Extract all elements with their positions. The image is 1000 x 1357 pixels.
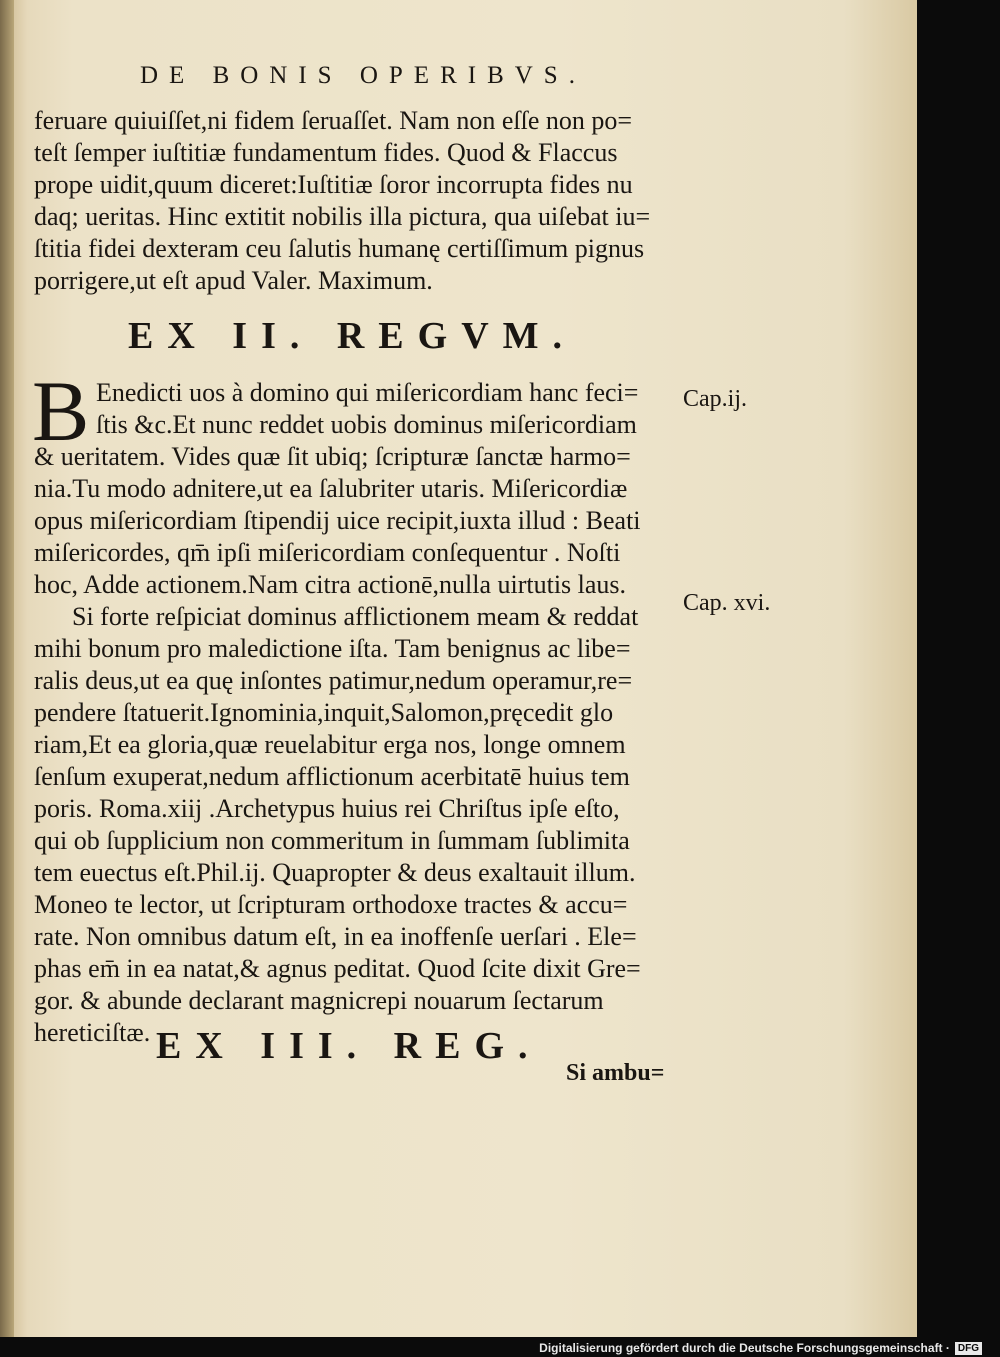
- text-line: qui ob ſupplicium non commeritum in ſummam ſublimita: [34, 826, 630, 855]
- text-line: ſenſum exuperat,nedum afflictionum acerbitatē huius tem: [34, 762, 630, 791]
- text-line: Moneo te lector, ut ſcripturam orthodoxe tractes & accu=: [34, 890, 628, 919]
- margin-note: Cap. xvi.: [683, 590, 771, 616]
- text-line: prope uidit,quum diceret:Iuſtitiæ ſoror incorrupta fides nu: [34, 170, 633, 199]
- margin-note: Cap.ij.: [683, 386, 747, 412]
- text-line: Enedicti uos à domino qui miſericordiam hanc feci=: [96, 378, 639, 407]
- text-line: pendere ſtatuerit.Ignominia,inquit,Salomon,pręcedit glo: [34, 698, 614, 727]
- section-heading: EX III. REG.: [156, 1025, 542, 1067]
- text-line: hoc, Adde actionem.Nam citra actionē,nulla uirtutis laus.: [34, 570, 627, 599]
- text-line: teſt ſemper iuſtitiæ fundamentum fides. Quod & Flaccus: [34, 138, 618, 167]
- text-line: tem euectus eſt.Phil.ij. Quapropter & deus exaltauit illum.: [34, 858, 636, 887]
- text-line: miſericordes, qm̄ ipſi miſericordiam conſequentur . Noſti: [34, 538, 621, 567]
- page-spine-shadow: [0, 0, 14, 1337]
- text-line: ſtis &c.Et nunc reddet uobis dominus miſericordiam: [96, 410, 637, 439]
- catchword: Si ambu=: [566, 1060, 665, 1086]
- text-line: poris. Roma.xiij .Archetypus huius rei Chriſtus ipſe eſto,: [34, 794, 620, 823]
- text-line: opus miſericordiam ſtipendij uice recipit,iuxta illud : Beati: [34, 506, 641, 535]
- credit-text: Digitalisierung gefördert durch die Deutsche Forschungsgemeinschaft ·: [539, 1341, 950, 1355]
- text-line: mihi bonum pro maledictione iſta. Tam benignus ac libe=: [34, 634, 631, 663]
- text-line: Si forte reſpiciat dominus afflictionem meam & reddat: [72, 602, 639, 631]
- digitization-credit: [539, 1341, 982, 1355]
- section-heading: EX II. REGVM.: [128, 315, 577, 357]
- text-line: riam,Et ea gloria,quæ reuelabitur erga nos, longe omnem: [34, 730, 626, 759]
- dfg-logo: DFG: [955, 1342, 982, 1355]
- text-line: daq; ueritas. Hinc extitit nobilis illa pictura, qua uiſebat iu=: [34, 202, 651, 231]
- text-line: porrigere,ut eſt apud Valer. Maximum.: [34, 266, 433, 295]
- text-line: phas em̄ in ea natat,& agnus peditat. Quod ſcite dixit Gre=: [34, 954, 641, 983]
- text-line: hereticiſtæ.: [34, 1018, 151, 1047]
- text-line: ſtitia fidei dexteram ceu ſalutis humanę certiſſimum pignus: [34, 234, 645, 263]
- text-line: gor. & abunde declarant magnicrepi nouarum ſectarum: [34, 986, 604, 1015]
- text-line: rate. Non omnibus datum eſt, in ea inoffenſe uerſari . Ele=: [34, 922, 637, 951]
- text-line: & ueritatem. Vides quæ ſit ubiq; ſcripturæ ſanctæ harmo=: [34, 442, 631, 471]
- running-header: DE BONIS OPERIBVS.: [140, 62, 586, 89]
- drop-cap: B: [32, 363, 90, 459]
- text-line: ralis deus,ut ea quę inſontes patimur,nedum operamur,re=: [34, 666, 633, 695]
- text-line: feruare quiuiſſet,ni fidem ſeruaſſet. Nam non eſſe non po=: [34, 106, 633, 135]
- text-line: nia.Tu modo adnitere,ut ea ſalubriter utaris. Miſericordiæ: [34, 474, 628, 503]
